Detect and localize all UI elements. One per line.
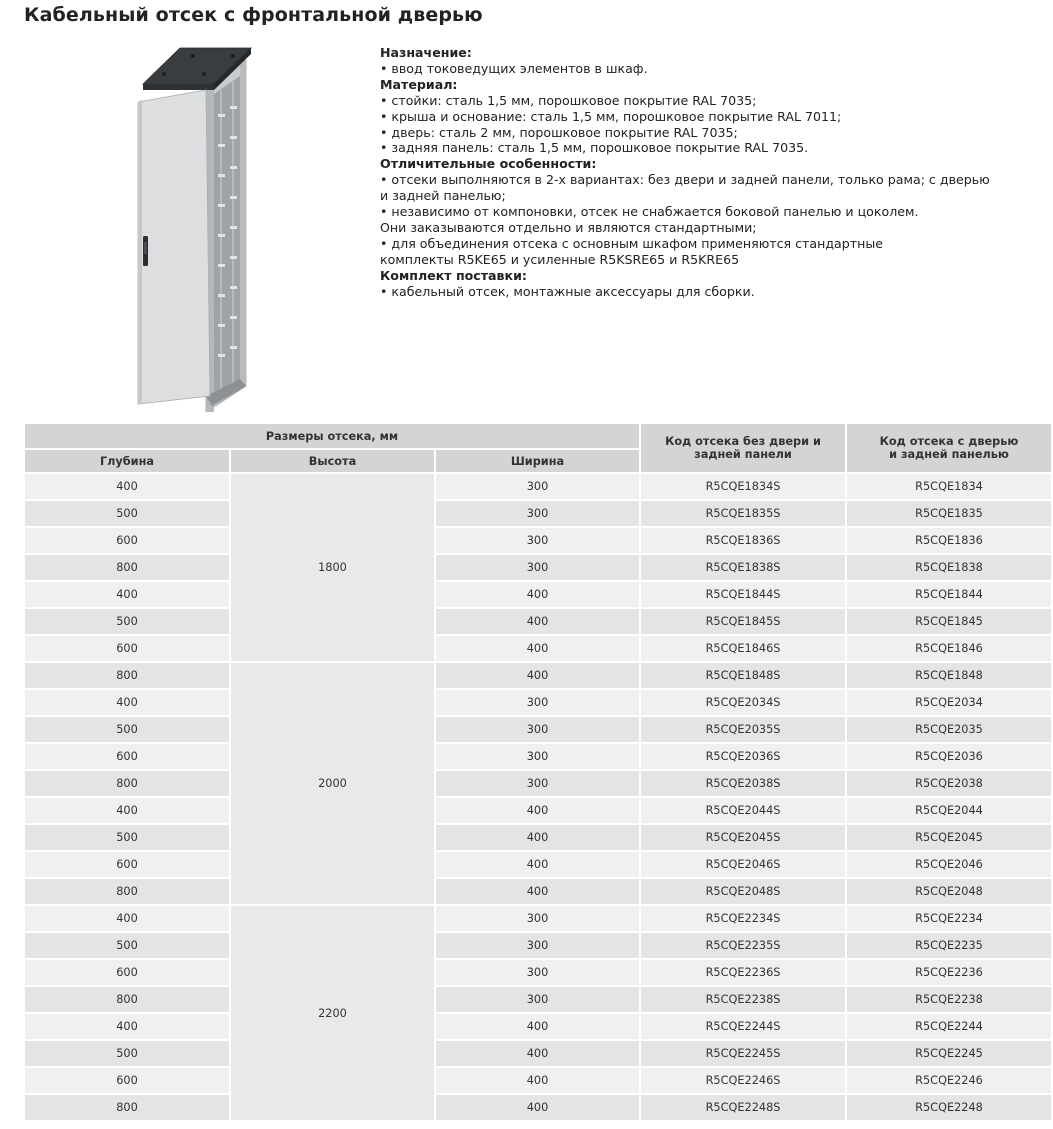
width-cell: 400 xyxy=(436,825,641,852)
width-cell: 400 xyxy=(436,582,641,609)
code-nodoor-header-line: Код отсека без двери и xyxy=(665,435,821,448)
code-door-header xyxy=(847,424,1053,474)
table-row xyxy=(25,690,1053,717)
depth-header: Глубина xyxy=(25,450,231,474)
width-cell: 400 xyxy=(436,1068,641,1095)
code-nodoor-cell: R5CQE2234S xyxy=(641,906,847,933)
code-door-cell: R5CQE2044 xyxy=(847,798,1053,825)
code-nodoor-header-line: задней панели xyxy=(694,448,792,461)
depth-cell: 500 xyxy=(25,609,231,636)
table-row xyxy=(25,933,1053,960)
depth-cell: 500 xyxy=(25,825,231,852)
table-row xyxy=(25,987,1053,1014)
code-nodoor-cell: R5CQE2035S xyxy=(641,717,847,744)
code-door-cell: R5CQE2038 xyxy=(847,771,1053,798)
code-nodoor-cell: R5CQE1836S xyxy=(641,528,847,555)
code-nodoor-cell: R5CQE2235S xyxy=(641,933,847,960)
code-nodoor-cell: R5CQE2245S xyxy=(641,1041,847,1068)
code-door-cell: R5CQE2235 xyxy=(847,933,1053,960)
width-cell: 300 xyxy=(436,528,641,555)
code-door-cell: R5CQE2245 xyxy=(847,1041,1053,1068)
table-row xyxy=(25,825,1053,852)
code-door-header-line: и задней панелью xyxy=(889,448,1009,461)
table-row xyxy=(25,771,1053,798)
depth-cell: 600 xyxy=(25,744,231,771)
width-cell: 300 xyxy=(436,474,641,501)
table-row xyxy=(25,474,1053,501)
code-nodoor-cell: R5CQE1838S xyxy=(641,555,847,582)
depth-cell: 400 xyxy=(25,1014,231,1041)
code-door-cell: R5CQE2048 xyxy=(847,879,1053,906)
features-line: комплекты R5KE65 и усиленные R5KSRE65 и R5KRE65 xyxy=(380,251,740,267)
width-cell: 300 xyxy=(436,690,641,717)
width-cell: 300 xyxy=(436,960,641,987)
width-cell: 300 xyxy=(436,744,641,771)
code-nodoor-cell: R5CQE2045S xyxy=(641,825,847,852)
material-item: • задняя панель: сталь 1,5 мм, порошковое покрытие RAL 7035. xyxy=(380,140,809,156)
material-item: • крыша и основание: сталь 1,5 мм, порошковое покрытие RAL 7011; xyxy=(380,108,842,124)
table-row xyxy=(25,582,1053,609)
width-cell: 400 xyxy=(436,1041,641,1068)
code-nodoor-cell: R5CQE2034S xyxy=(641,690,847,717)
code-nodoor-cell: R5CQE2236S xyxy=(641,960,847,987)
code-door-cell: R5CQE1835 xyxy=(847,501,1053,528)
table-row xyxy=(25,879,1053,906)
width-header: Ширина xyxy=(436,450,641,474)
depth-cell: 400 xyxy=(25,690,231,717)
features-line: Они заказываются отдельно и являются стандартными; xyxy=(380,219,757,235)
depth-cell: 500 xyxy=(25,501,231,528)
material-item: • дверь: сталь 2 мм, порошковое покрытие RAL 7035; xyxy=(380,124,738,140)
width-cell: 300 xyxy=(436,906,641,933)
depth-cell: 800 xyxy=(25,1095,231,1122)
code-door-cell: R5CQE2045 xyxy=(847,825,1053,852)
code-door-cell: R5CQE2238 xyxy=(847,987,1053,1014)
table-row xyxy=(25,717,1053,744)
code-door-cell: R5CQE1845 xyxy=(847,609,1053,636)
width-cell: 300 xyxy=(436,501,641,528)
code-door-cell: R5CQE2246 xyxy=(847,1068,1053,1095)
code-nodoor-cell: R5CQE1846S xyxy=(641,636,847,663)
code-door-cell: R5CQE2036 xyxy=(847,744,1053,771)
code-nodoor-cell: R5CQE2038S xyxy=(641,771,847,798)
code-nodoor-cell: R5CQE2044S xyxy=(641,798,847,825)
width-cell: 400 xyxy=(436,879,641,906)
width-cell: 300 xyxy=(436,717,641,744)
table-row xyxy=(25,636,1053,663)
code-nodoor-cell: R5CQE2048S xyxy=(641,879,847,906)
features-line: и задней панелью; xyxy=(380,188,506,204)
depth-cell: 600 xyxy=(25,636,231,663)
code-door-cell: R5CQE2244 xyxy=(847,1014,1053,1041)
code-nodoor-cell: R5CQE1835S xyxy=(641,501,847,528)
depth-cell: 400 xyxy=(25,582,231,609)
code-nodoor-cell: R5CQE1845S xyxy=(641,609,847,636)
code-nodoor-cell: R5CQE1848S xyxy=(641,663,847,690)
table-row xyxy=(25,555,1053,582)
code-nodoor-header xyxy=(641,424,847,474)
table-row xyxy=(25,1014,1053,1041)
code-nodoor-cell: R5CQE2244S xyxy=(641,1014,847,1041)
height-header: Высота xyxy=(231,450,436,474)
material-item: • стойки: сталь 1,5 мм, порошковое покрытие RAL 7035; xyxy=(380,92,757,108)
features-line: • отсеки выполняются в 2-х вариантах: без двери и задней панели, только рама; с дверью xyxy=(380,172,990,188)
delivery-item: • кабельный отсек, монтажные аксессуары для сборки. xyxy=(380,283,755,299)
width-cell: 300 xyxy=(436,987,641,1014)
code-door-cell: R5CQE1834 xyxy=(847,474,1053,501)
width-cell: 400 xyxy=(436,798,641,825)
depth-cell: 400 xyxy=(25,474,231,501)
width-cell: 400 xyxy=(436,852,641,879)
height-cell: 2000 xyxy=(231,663,436,906)
table-row xyxy=(25,663,1053,690)
depth-cell: 800 xyxy=(25,663,231,690)
spec-table-body xyxy=(25,474,1053,1122)
purpose-item: • ввод токоведущих элементов в шкаф. xyxy=(380,60,648,76)
code-nodoor-cell: R5CQE1844S xyxy=(641,582,847,609)
height-cell: 1800 xyxy=(231,474,436,663)
code-door-cell: R5CQE1838 xyxy=(847,555,1053,582)
width-cell: 400 xyxy=(436,1095,641,1122)
code-nodoor-cell: R5CQE2238S xyxy=(641,987,847,1014)
code-nodoor-cell: R5CQE2246S xyxy=(641,1068,847,1095)
width-cell: 300 xyxy=(436,933,641,960)
depth-cell: 600 xyxy=(25,1068,231,1095)
table-row xyxy=(25,906,1053,933)
depth-cell: 800 xyxy=(25,879,231,906)
spec-table xyxy=(25,424,1053,1122)
table-row xyxy=(25,1068,1053,1095)
code-door-cell: R5CQE2248 xyxy=(847,1095,1053,1122)
table-row xyxy=(25,1041,1053,1068)
depth-cell: 400 xyxy=(25,906,231,933)
code-door-header-line: Код отсека с дверью xyxy=(879,435,1019,448)
depth-cell: 600 xyxy=(25,852,231,879)
purpose-heading: Назначение: xyxy=(380,45,472,60)
depth-cell: 800 xyxy=(25,771,231,798)
table-row xyxy=(25,609,1053,636)
table-row xyxy=(25,501,1053,528)
depth-cell: 500 xyxy=(25,717,231,744)
code-door-cell: R5CQE2236 xyxy=(847,960,1053,987)
features-line: • независимо от компоновки, отсек не снабжается боковой панелью и цоколем. xyxy=(380,204,919,220)
table-row xyxy=(25,798,1053,825)
depth-cell: 400 xyxy=(25,798,231,825)
code-door-cell: R5CQE1844 xyxy=(847,582,1053,609)
table-row xyxy=(25,960,1053,987)
code-door-cell: R5CQE2035 xyxy=(847,717,1053,744)
dimensions-group-header: Размеры отсека, мм xyxy=(25,424,641,450)
code-door-cell: R5CQE1848 xyxy=(847,663,1053,690)
code-door-cell: R5CQE1836 xyxy=(847,528,1053,555)
delivery-heading: Комплект поставки: xyxy=(380,267,527,283)
code-nodoor-cell: R5CQE2248S xyxy=(641,1095,847,1122)
table-row xyxy=(25,528,1053,555)
width-cell: 300 xyxy=(436,771,641,798)
table-row xyxy=(25,852,1053,879)
width-cell: 400 xyxy=(436,1014,641,1041)
code-door-cell: R5CQE2234 xyxy=(847,906,1053,933)
features-line: • для объединения отсека с основным шкафом применяются стандартные xyxy=(380,235,884,251)
table-row xyxy=(25,1095,1053,1122)
width-cell: 400 xyxy=(436,636,641,663)
depth-cell: 600 xyxy=(25,528,231,555)
code-nodoor-cell: R5CQE2036S xyxy=(641,744,847,771)
depth-cell: 800 xyxy=(25,987,231,1014)
code-door-cell: R5CQE1846 xyxy=(847,636,1053,663)
code-door-cell: R5CQE2046 xyxy=(847,852,1053,879)
depth-cell: 800 xyxy=(25,555,231,582)
width-cell: 400 xyxy=(436,663,641,690)
width-cell: 300 xyxy=(436,555,641,582)
width-cell: 400 xyxy=(436,609,641,636)
depth-cell: 600 xyxy=(25,960,231,987)
depth-cell: 500 xyxy=(25,933,231,960)
features-heading: Отличительные особенности: xyxy=(380,156,597,172)
material-heading: Материал: xyxy=(380,76,458,92)
code-nodoor-cell: R5CQE1834S xyxy=(641,474,847,501)
product-description xyxy=(380,45,1040,300)
code-door-cell: R5CQE2034 xyxy=(847,690,1053,717)
code-nodoor-cell: R5CQE2046S xyxy=(641,852,847,879)
page-title: Кабельный отсек с фронтальной дверью xyxy=(24,4,483,26)
depth-cell: 500 xyxy=(25,1041,231,1068)
table-row xyxy=(25,744,1053,771)
cabinet-product-image xyxy=(118,34,298,414)
height-cell: 2200 xyxy=(231,906,436,1122)
